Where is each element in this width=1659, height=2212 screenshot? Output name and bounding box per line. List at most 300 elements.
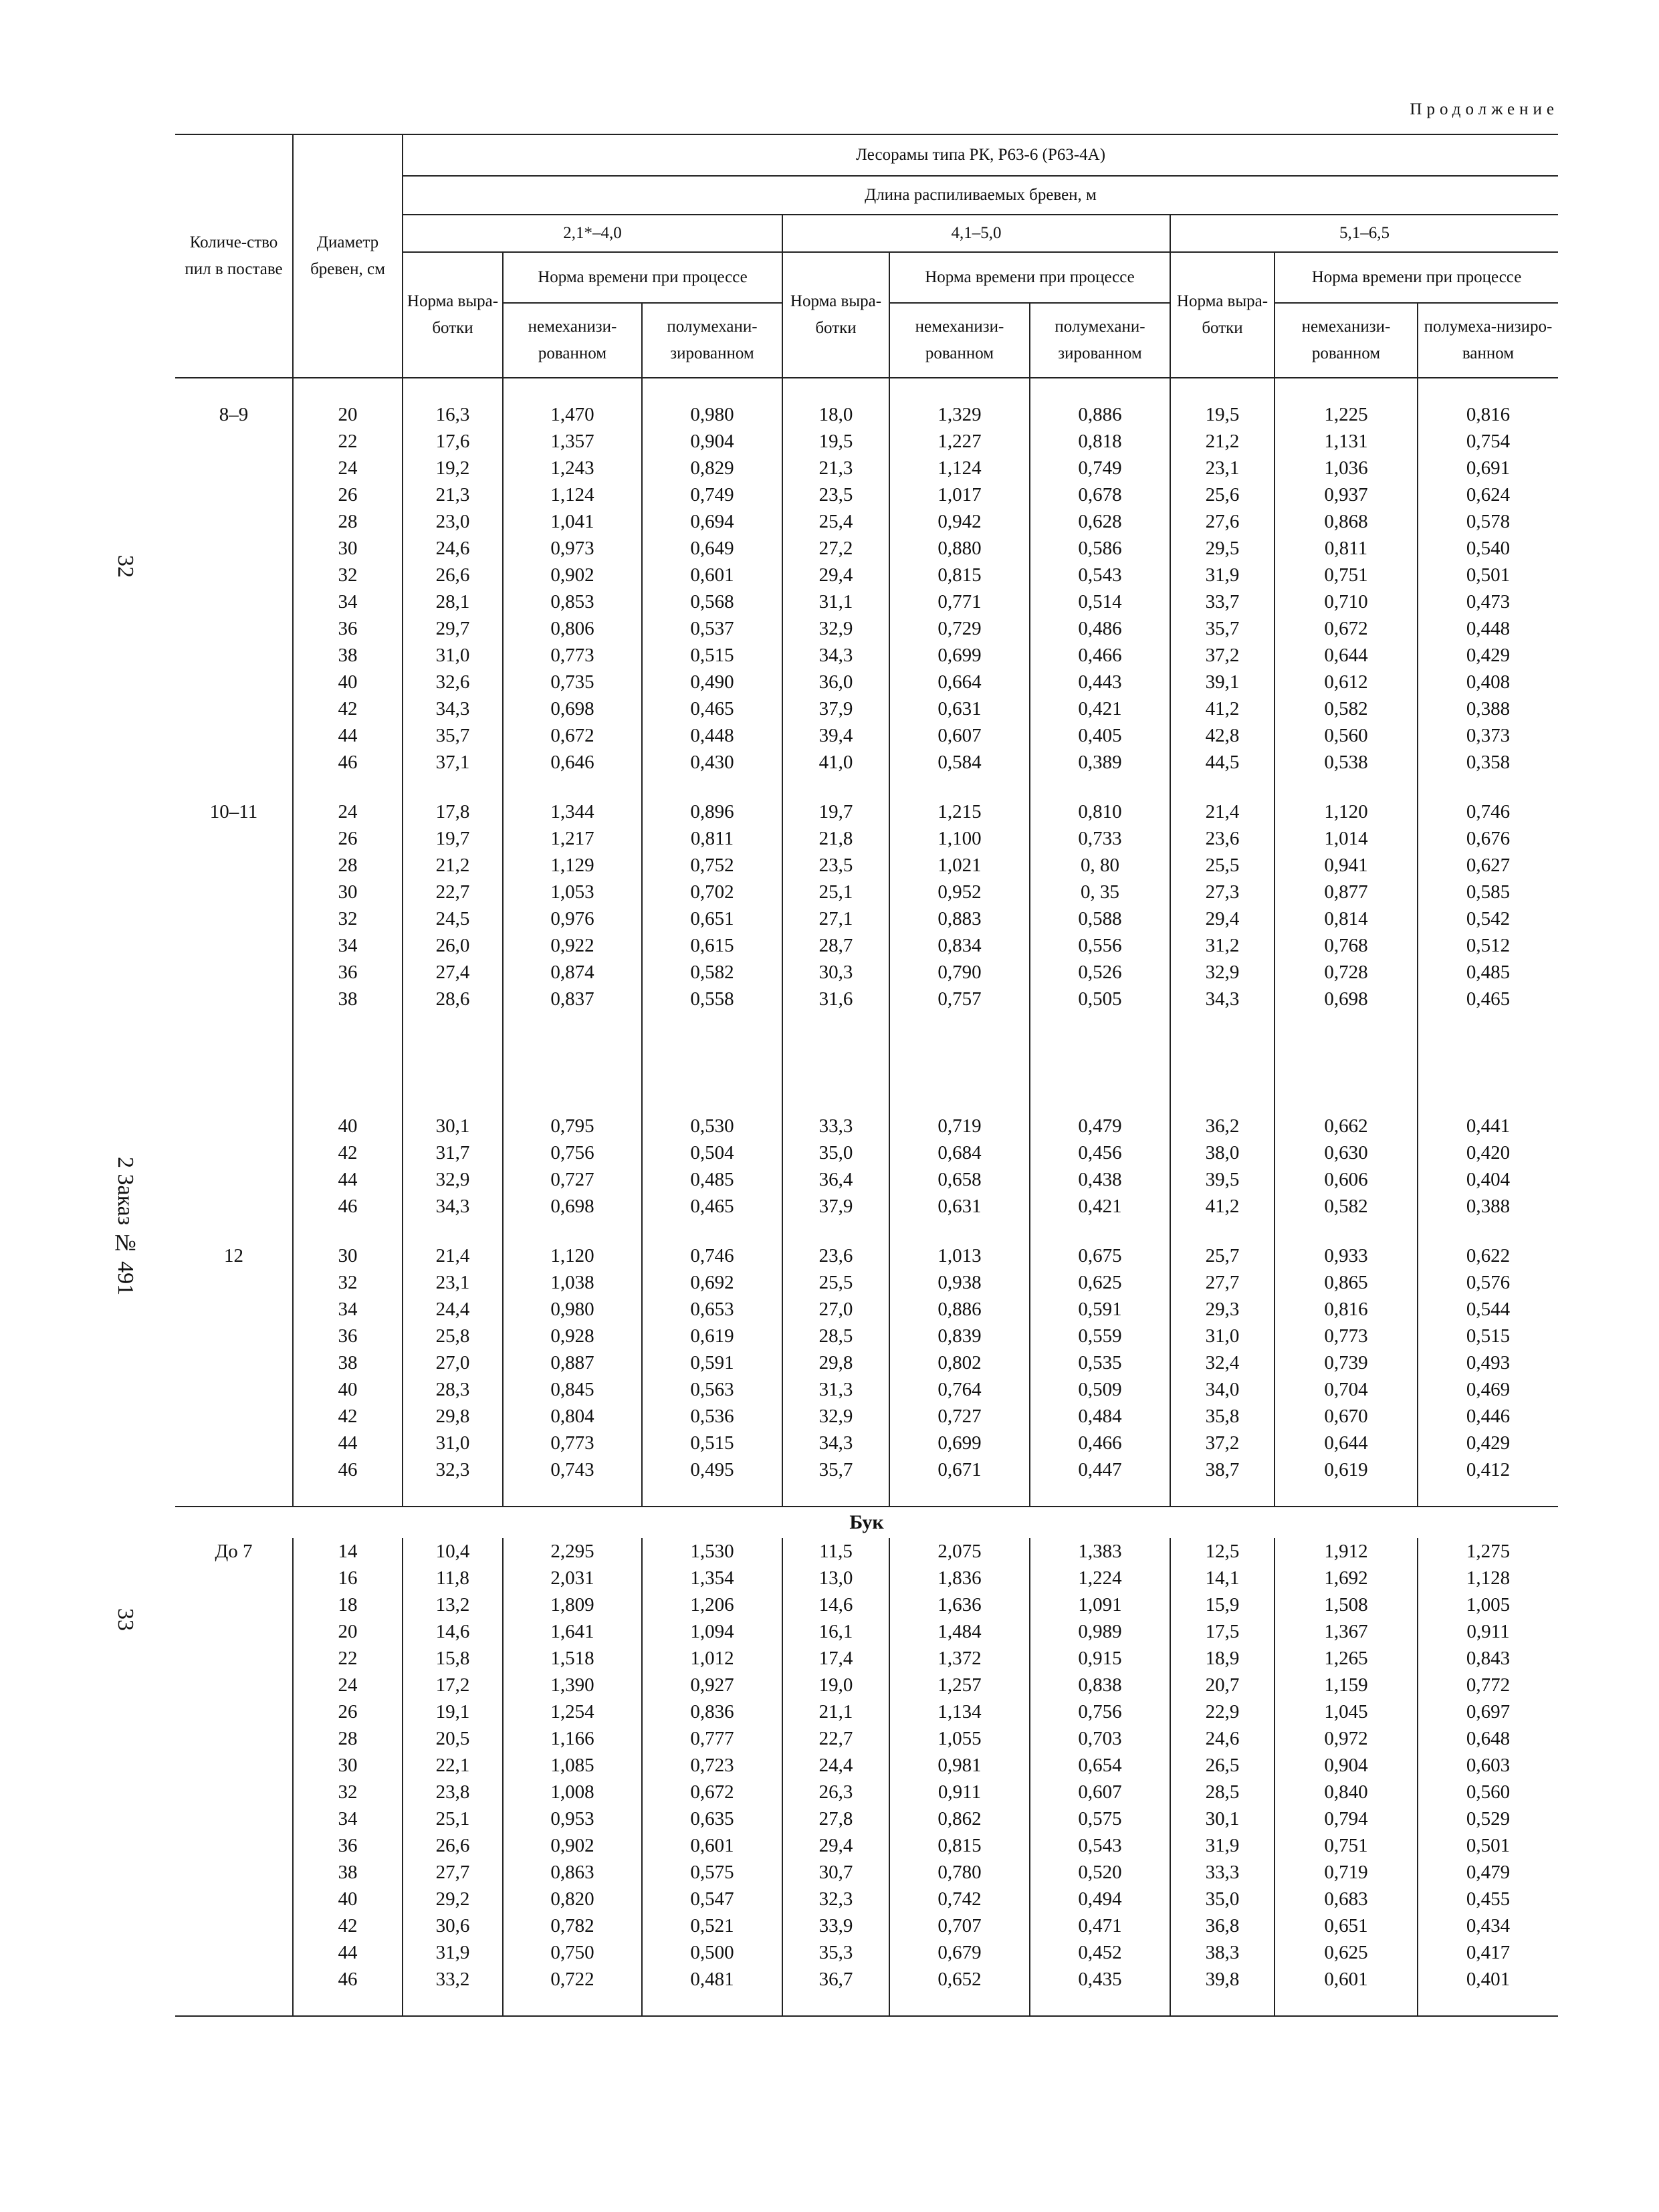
value-cell: 0,927 (642, 1672, 782, 1698)
diameter-cell: 26 (293, 1698, 403, 1725)
value-cell: 0,485 (1418, 959, 1558, 986)
value-cell: 0,493 (1418, 1349, 1558, 1376)
value-cell: 2,075 (889, 1538, 1030, 1565)
value-cell: 38,0 (1170, 1139, 1275, 1166)
value-cell: 0,558 (642, 986, 782, 1012)
value-cell: 0,853 (503, 588, 642, 615)
order-note: 2 Заказ № 491 (113, 1157, 138, 1296)
value-cell: 1,254 (503, 1698, 642, 1725)
value-cell: 0,619 (642, 1323, 782, 1349)
value-cell: 19,1 (403, 1698, 503, 1725)
value-cell: 0,556 (1030, 932, 1170, 959)
value-cell: 1,012 (642, 1645, 782, 1672)
table-row (175, 1430, 1558, 1456)
value-cell: 31,3 (782, 1376, 889, 1403)
value-cell: 28,1 (403, 588, 503, 615)
value-cell: 0,515 (642, 642, 782, 669)
qty-cell (175, 1591, 293, 1618)
value-cell: 0,886 (1030, 401, 1170, 428)
diameter-cell: 40 (293, 669, 403, 695)
diameter-cell: 36 (293, 1832, 403, 1859)
value-cell: 0,911 (889, 1779, 1030, 1805)
value-cell: 0,902 (503, 1832, 642, 1859)
diameter-cell: 24 (293, 1672, 403, 1698)
value-cell: 1,372 (889, 1645, 1030, 1672)
value-cell: 0,648 (1418, 1725, 1558, 1752)
value-cell: 14,6 (403, 1618, 503, 1645)
value-cell: 36,7 (782, 1966, 889, 1993)
value-cell: 27,0 (403, 1349, 503, 1376)
table-row (175, 1966, 1558, 1993)
value-cell: 0,421 (1030, 1193, 1170, 1220)
value-cell: 0,692 (642, 1269, 782, 1296)
value-cell: 0,702 (642, 879, 782, 905)
header-nonmech-2: немеханизи-рованном (889, 303, 1030, 378)
value-cell: 0,505 (1030, 986, 1170, 1012)
table-row (175, 1912, 1558, 1939)
value-cell: 0,591 (1030, 1296, 1170, 1323)
value-cell: 0,834 (889, 932, 1030, 959)
value-cell: 27,7 (1170, 1269, 1275, 1296)
value-cell: 17,2 (403, 1672, 503, 1698)
value-cell: 31,6 (782, 986, 889, 1012)
value-cell: 0,430 (642, 749, 782, 776)
diameter-cell: 16 (293, 1565, 403, 1591)
value-cell: 0,880 (889, 535, 1030, 562)
value-cell: 24,6 (403, 535, 503, 562)
value-cell: 0,664 (889, 669, 1030, 695)
value-cell: 1,390 (503, 1672, 642, 1698)
value-cell: 0,795 (503, 1113, 642, 1139)
value-cell: 39,1 (1170, 669, 1275, 695)
table-body (175, 378, 1558, 2023)
value-cell: 1,014 (1275, 825, 1418, 852)
value-cell: 0,631 (889, 695, 1030, 722)
value-cell: 0,429 (1418, 642, 1558, 669)
value-cell: 0,435 (1030, 1966, 1170, 1993)
value-cell: 0,658 (889, 1166, 1030, 1193)
table-header (175, 134, 1558, 378)
qty-cell (175, 1939, 293, 1966)
qty-cell (175, 1376, 293, 1403)
value-cell: 32,3 (403, 1456, 503, 1483)
value-cell: 1,912 (1275, 1538, 1418, 1565)
value-cell: 11,8 (403, 1565, 503, 1591)
value-cell: 0,749 (1030, 455, 1170, 481)
value-cell: 32,3 (782, 1886, 889, 1912)
diameter-cell: 26 (293, 825, 403, 852)
value-cell: 1,134 (889, 1698, 1030, 1725)
value-cell: 32,9 (403, 1166, 503, 1193)
value-cell: 19,2 (403, 455, 503, 481)
value-cell: 1,008 (503, 1779, 642, 1805)
header-length-title: Длина распиливаемых бревен, м (403, 176, 1558, 215)
value-cell: 0,804 (503, 1403, 642, 1430)
value-cell: 0,678 (1030, 481, 1170, 508)
qty-cell (175, 481, 293, 508)
value-cell: 0,704 (1275, 1376, 1418, 1403)
value-cell: 0,845 (503, 1376, 642, 1403)
value-cell: 0,883 (889, 905, 1030, 932)
diameter-cell: 30 (293, 879, 403, 905)
value-cell: 0,521 (642, 1912, 782, 1939)
value-cell: 0,651 (1275, 1912, 1418, 1939)
header-nonmech-1: немеханизи-рованном (503, 303, 642, 378)
value-cell: 29,7 (403, 615, 503, 642)
value-cell: 0,811 (1275, 535, 1418, 562)
value-cell: 0,840 (1275, 1779, 1418, 1805)
value-cell: 1,021 (889, 852, 1030, 879)
value-cell: 0,694 (642, 508, 782, 535)
value-cell: 31,0 (1170, 1323, 1275, 1349)
value-cell: 1,159 (1275, 1672, 1418, 1698)
value-cell: 27,0 (782, 1296, 889, 1323)
value-cell: 0,654 (1030, 1752, 1170, 1779)
diameter-cell: 22 (293, 1645, 403, 1672)
value-cell: 0,512 (1418, 932, 1558, 959)
value-cell: 1,227 (889, 428, 1030, 455)
value-cell: 0,471 (1030, 1912, 1170, 1939)
header-diameter: Диаметр бревен, см (293, 134, 403, 378)
qty-cell (175, 1456, 293, 1483)
value-cell: 0,576 (1418, 1269, 1558, 1296)
value-cell: 0,837 (503, 986, 642, 1012)
value-cell: 0,773 (1275, 1323, 1418, 1349)
diameter-cell: 46 (293, 1966, 403, 1993)
header-semimech-2: полумехани-зированном (1030, 303, 1170, 378)
diameter-cell: 32 (293, 905, 403, 932)
value-cell: 0,836 (642, 1698, 782, 1725)
diameter-cell: 28 (293, 852, 403, 879)
value-cell: 30,1 (1170, 1805, 1275, 1832)
value-cell: 35,0 (1170, 1886, 1275, 1912)
value-cell: 0,670 (1275, 1403, 1418, 1430)
table-row (175, 1166, 1558, 1193)
value-cell: 39,8 (1170, 1966, 1275, 1993)
value-cell: 34,3 (782, 1430, 889, 1456)
value-cell: 38,7 (1170, 1456, 1275, 1483)
value-cell: 1,166 (503, 1725, 642, 1752)
value-cell: 0,481 (642, 1966, 782, 1993)
value-cell: 1,275 (1418, 1538, 1558, 1565)
value-cell: 24,5 (403, 905, 503, 932)
page-number-right: 33 (113, 1608, 138, 1631)
value-cell: 23,1 (1170, 455, 1275, 481)
value-cell: 1,120 (503, 1242, 642, 1269)
table-row (175, 959, 1558, 986)
value-cell: 26,6 (403, 1832, 503, 1859)
value-cell: 1,329 (889, 401, 1030, 428)
table-row (175, 1886, 1558, 1912)
header-semimech-1: полумехани-зированном (642, 303, 782, 378)
value-cell: 1,518 (503, 1645, 642, 1672)
diameter-cell: 38 (293, 1859, 403, 1886)
value-cell: 0,699 (889, 642, 1030, 669)
value-cell: 0,877 (1275, 879, 1418, 905)
value-cell: 37,1 (403, 749, 503, 776)
qty-cell (175, 1193, 293, 1220)
value-cell: 41,2 (1170, 695, 1275, 722)
value-cell: 14,6 (782, 1591, 889, 1618)
value-cell: 33,2 (403, 1966, 503, 1993)
value-cell: 0,501 (1418, 1832, 1558, 1859)
value-cell: 0,515 (642, 1430, 782, 1456)
value-cell: 1,217 (503, 825, 642, 852)
value-cell: 0,408 (1418, 669, 1558, 695)
value-cell: 29,4 (1170, 905, 1275, 932)
value-cell: 0,973 (503, 535, 642, 562)
value-cell: 0,756 (1030, 1698, 1170, 1725)
value-cell: 0,465 (642, 695, 782, 722)
value-cell: 35,7 (1170, 615, 1275, 642)
value-cell: 0,420 (1418, 1139, 1558, 1166)
diameter-cell: 44 (293, 1166, 403, 1193)
continuation-label: Продолжение (1410, 100, 1559, 118)
value-cell: 0,941 (1275, 852, 1418, 879)
value-cell: 20,7 (1170, 1672, 1275, 1698)
diameter-cell: 20 (293, 1618, 403, 1645)
value-cell: 31,7 (403, 1139, 503, 1166)
header-norm-time-3: Норма времени при процессе (1275, 252, 1558, 303)
value-cell: 0,739 (1275, 1349, 1418, 1376)
value-cell: 0,816 (1275, 1296, 1418, 1323)
value-cell: 0,448 (642, 722, 782, 749)
value-cell: 0,538 (1275, 749, 1418, 776)
value-cell: 0,733 (1030, 825, 1170, 852)
value-cell: 0,559 (1030, 1323, 1170, 1349)
value-cell: 0,874 (503, 959, 642, 986)
value-cell: 0,868 (1275, 508, 1418, 535)
value-cell: 0,479 (1418, 1859, 1558, 1886)
value-cell: 0,672 (503, 722, 642, 749)
qty-cell (175, 1912, 293, 1939)
table-row (175, 1193, 1558, 1220)
value-cell: 0,815 (889, 562, 1030, 588)
value-cell: 32,9 (782, 1403, 889, 1430)
header-nonmech-3: немеханизи-рованном (1275, 303, 1418, 378)
value-cell: 23,5 (782, 852, 889, 879)
value-cell: 29,3 (1170, 1296, 1275, 1323)
value-cell: 23,1 (403, 1269, 503, 1296)
value-cell: 35,8 (1170, 1403, 1275, 1430)
value-cell: 0,373 (1418, 722, 1558, 749)
diameter-cell: 44 (293, 722, 403, 749)
table-row (175, 1456, 1558, 1483)
value-cell: 0,466 (1030, 1430, 1170, 1456)
qty-cell: 8–9 (219, 404, 249, 425)
value-cell: 0,904 (1275, 1752, 1418, 1779)
value-cell: 0,601 (642, 562, 782, 588)
qty-cell (175, 1805, 293, 1832)
value-cell: 27,1 (782, 905, 889, 932)
value-cell: 38,3 (1170, 1939, 1275, 1966)
value-cell: 0,401 (1418, 1966, 1558, 1993)
diameter-cell: 36 (293, 1323, 403, 1349)
qty-cell (175, 1269, 293, 1296)
value-cell: 0,646 (503, 749, 642, 776)
value-cell: 18,9 (1170, 1645, 1275, 1672)
qty-cell (175, 905, 293, 932)
value-cell: 0,358 (1418, 749, 1558, 776)
header-range-2: 4,1–5,0 (782, 215, 1170, 252)
value-cell: 0,649 (642, 535, 782, 562)
value-cell: 0,953 (503, 1805, 642, 1832)
value-cell: 16,3 (403, 401, 503, 428)
diameter-cell: 32 (293, 1779, 403, 1805)
diameter-cell: 38 (293, 1349, 403, 1376)
qty-cell (175, 1725, 293, 1752)
header-norm-output-1: Норма выра-ботки (403, 252, 503, 378)
value-cell: 0,782 (503, 1912, 642, 1939)
value-cell: 0,746 (1418, 798, 1558, 825)
value-cell: 1,045 (1275, 1698, 1418, 1725)
value-cell: 22,7 (403, 879, 503, 905)
qty-cell (175, 1886, 293, 1912)
value-cell: 0,465 (642, 1193, 782, 1220)
table-row (175, 615, 1558, 642)
table-row (175, 722, 1558, 749)
value-cell: 0,754 (1418, 428, 1558, 455)
value-cell: 1,530 (642, 1538, 782, 1565)
value-cell: 0,972 (1275, 1725, 1418, 1752)
value-cell: 0,952 (889, 879, 1030, 905)
value-cell: 0,465 (1418, 986, 1558, 1012)
value-cell: 0,563 (642, 1376, 782, 1403)
value-cell: 1,005 (1418, 1591, 1558, 1618)
table-row (175, 798, 1558, 825)
value-cell: 22,7 (782, 1725, 889, 1752)
value-cell: 0,773 (503, 1430, 642, 1456)
species-heading-beech: Бук (175, 1507, 1558, 1538)
value-cell: 0,520 (1030, 1859, 1170, 1886)
value-cell: 21,2 (403, 852, 503, 879)
table-row (175, 1832, 1558, 1859)
value-cell: 0,683 (1275, 1886, 1418, 1912)
value-cell: 0,606 (1275, 1166, 1418, 1193)
value-cell: 29,2 (403, 1886, 503, 1912)
value-cell: 0,501 (1418, 562, 1558, 588)
table-row (175, 825, 1558, 852)
qty-cell (175, 428, 293, 455)
page-number-left: 32 (113, 555, 138, 578)
value-cell: 0,624 (1418, 481, 1558, 508)
diameter-cell: 46 (293, 1456, 403, 1483)
value-cell: 33,7 (1170, 588, 1275, 615)
value-cell: 21,4 (1170, 798, 1275, 825)
value-cell: 0,473 (1418, 588, 1558, 615)
table-row (175, 481, 1558, 508)
value-cell: 0,490 (642, 669, 782, 695)
value-cell: 0,802 (889, 1349, 1030, 1376)
value-cell: 41,0 (782, 749, 889, 776)
table-row (175, 1779, 1558, 1805)
value-cell: 1,055 (889, 1725, 1030, 1752)
value-cell: 22,1 (403, 1752, 503, 1779)
value-cell: 21,8 (782, 825, 889, 852)
value-cell: 25,5 (782, 1269, 889, 1296)
value-cell: 0,862 (889, 1805, 1030, 1832)
value-cell: 0,746 (642, 1242, 782, 1269)
table-row (175, 1591, 1558, 1618)
value-cell: 0,607 (1030, 1779, 1170, 1805)
value-cell: 25,1 (403, 1805, 503, 1832)
value-cell: 0,625 (1275, 1939, 1418, 1966)
value-cell: 0,771 (889, 588, 1030, 615)
value-cell: 1,038 (503, 1269, 642, 1296)
value-cell: 17,8 (403, 798, 503, 825)
value-cell: 15,9 (1170, 1591, 1275, 1618)
value-cell: 23,6 (1170, 825, 1275, 852)
value-cell: 0,684 (889, 1139, 1030, 1166)
table-row (175, 535, 1558, 562)
value-cell: 27,4 (403, 959, 503, 986)
value-cell: 25,4 (782, 508, 889, 535)
value-cell: 1,836 (889, 1565, 1030, 1591)
value-cell: 0,691 (1418, 455, 1558, 481)
value-cell: 1,100 (889, 825, 1030, 852)
value-cell: 21,4 (403, 1242, 503, 1269)
table-row (175, 1618, 1558, 1645)
value-cell: 1,124 (503, 481, 642, 508)
qty-cell (175, 535, 293, 562)
value-cell: 30,7 (782, 1859, 889, 1886)
value-cell: 13,2 (403, 1591, 503, 1618)
value-cell: 32,9 (1170, 959, 1275, 986)
value-cell: 33,3 (782, 1113, 889, 1139)
value-cell: 0,698 (503, 695, 642, 722)
value-cell: 25,6 (1170, 481, 1275, 508)
value-cell: 28,5 (1170, 1779, 1275, 1805)
diameter-cell: 34 (293, 932, 403, 959)
value-cell: 24,4 (403, 1296, 503, 1323)
qty-cell (175, 1323, 293, 1349)
value-cell: 0,622 (1418, 1242, 1558, 1269)
value-cell: 0,535 (1030, 1349, 1170, 1376)
value-cell: 0,631 (889, 1193, 1030, 1220)
value-cell: 0,902 (503, 562, 642, 588)
value-cell: 0,514 (1030, 588, 1170, 615)
diameter-cell: 24 (293, 798, 403, 825)
value-cell: 19,5 (782, 428, 889, 455)
value-cell: 0,672 (1275, 615, 1418, 642)
diameter-cell: 32 (293, 562, 403, 588)
value-cell: 0,790 (889, 959, 1030, 986)
value-cell: 0,820 (503, 1886, 642, 1912)
value-cell: 0,429 (1418, 1430, 1558, 1456)
value-cell: 0,591 (642, 1349, 782, 1376)
value-cell: 0,438 (1030, 1166, 1170, 1193)
value-cell: 0,601 (1275, 1966, 1418, 1993)
diameter-cell: 34 (293, 588, 403, 615)
value-cell: 23,0 (403, 508, 503, 535)
qty-cell: До 7 (215, 1541, 253, 1562)
value-cell: 0,772 (1418, 1672, 1558, 1698)
value-cell: 36,0 (782, 669, 889, 695)
value-cell: 1,357 (503, 428, 642, 455)
value-cell: 0,815 (889, 1832, 1030, 1859)
value-cell: 0,764 (889, 1376, 1030, 1403)
diameter-cell: 38 (293, 986, 403, 1012)
value-cell: 36,4 (782, 1166, 889, 1193)
value-cell: 0,743 (503, 1456, 642, 1483)
value-cell: 1,243 (503, 455, 642, 481)
value-cell: 30,3 (782, 959, 889, 986)
table-row (175, 588, 1558, 615)
value-cell: 0,603 (1418, 1752, 1558, 1779)
value-cell: 0,543 (1030, 1832, 1170, 1859)
value-cell: 1,484 (889, 1618, 1030, 1645)
value-cell: 0,417 (1418, 1939, 1558, 1966)
